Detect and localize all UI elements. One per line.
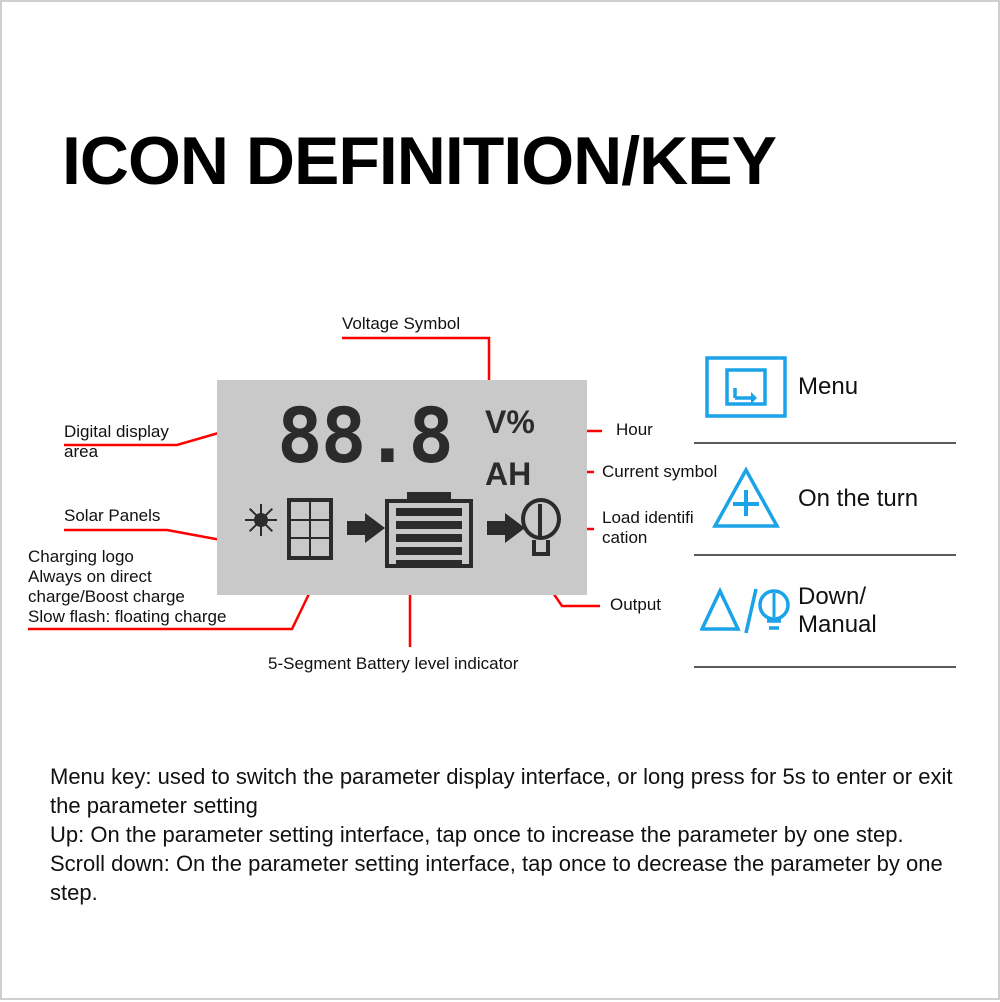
lcd-display-panel	[217, 380, 587, 595]
up-plus-key-icon	[694, 466, 798, 532]
callout-battery-level: 5-Segment Battery level indicator	[268, 654, 519, 673]
line-solar-panels	[64, 530, 232, 542]
callout-output: Output	[610, 595, 662, 614]
page-title: ICON DEFINITION/KEY	[62, 123, 776, 199]
callout-load-identification: Load identifi cation	[602, 508, 694, 548]
key-description-text: Menu key: used to switch the parameter display interface, or long press for 5s to enter or exit the parameter setting Up: On the parameter setting interface, tap once to increase the parameter by one step. Scroll down: On the parameter setting interface, tap once to decrease the parameter by one step.	[50, 764, 953, 906]
key-label-menu: Menu	[798, 373, 859, 401]
lcd-digits: 88.8	[277, 391, 453, 480]
key-row-menu[interactable]	[694, 332, 956, 444]
light-bulb-icon	[519, 498, 563, 562]
lcd-current-unit: AH	[485, 456, 532, 492]
callout-current-symbol: Current symbol	[602, 462, 718, 481]
down-manual-key-icon	[694, 581, 798, 641]
key-label-down: Down/ Manual	[798, 583, 877, 638]
callout-charging-logo: Charging logo Always on direct charge/Boost charge Slow flash: floating charge	[28, 547, 227, 627]
key-row-up[interactable]	[694, 444, 956, 556]
battery-icon	[385, 492, 473, 568]
lcd-voltage-unit: V%	[485, 404, 535, 440]
callout-voltage-symbol: Voltage Symbol	[342, 314, 461, 333]
callout-solar-panels: Solar Panels	[64, 506, 161, 525]
key-label-up: On the turn	[798, 485, 919, 513]
menu-key-icon	[694, 356, 798, 418]
sun-icon	[245, 504, 277, 536]
arrow-right-icon	[347, 513, 385, 543]
callout-hour: Hour	[616, 420, 653, 439]
solar-panel-icon	[287, 498, 333, 560]
key-legend-table	[694, 332, 956, 668]
key-row-down[interactable]	[694, 556, 956, 668]
callout-digital-display-area: Digital display area	[64, 422, 169, 462]
